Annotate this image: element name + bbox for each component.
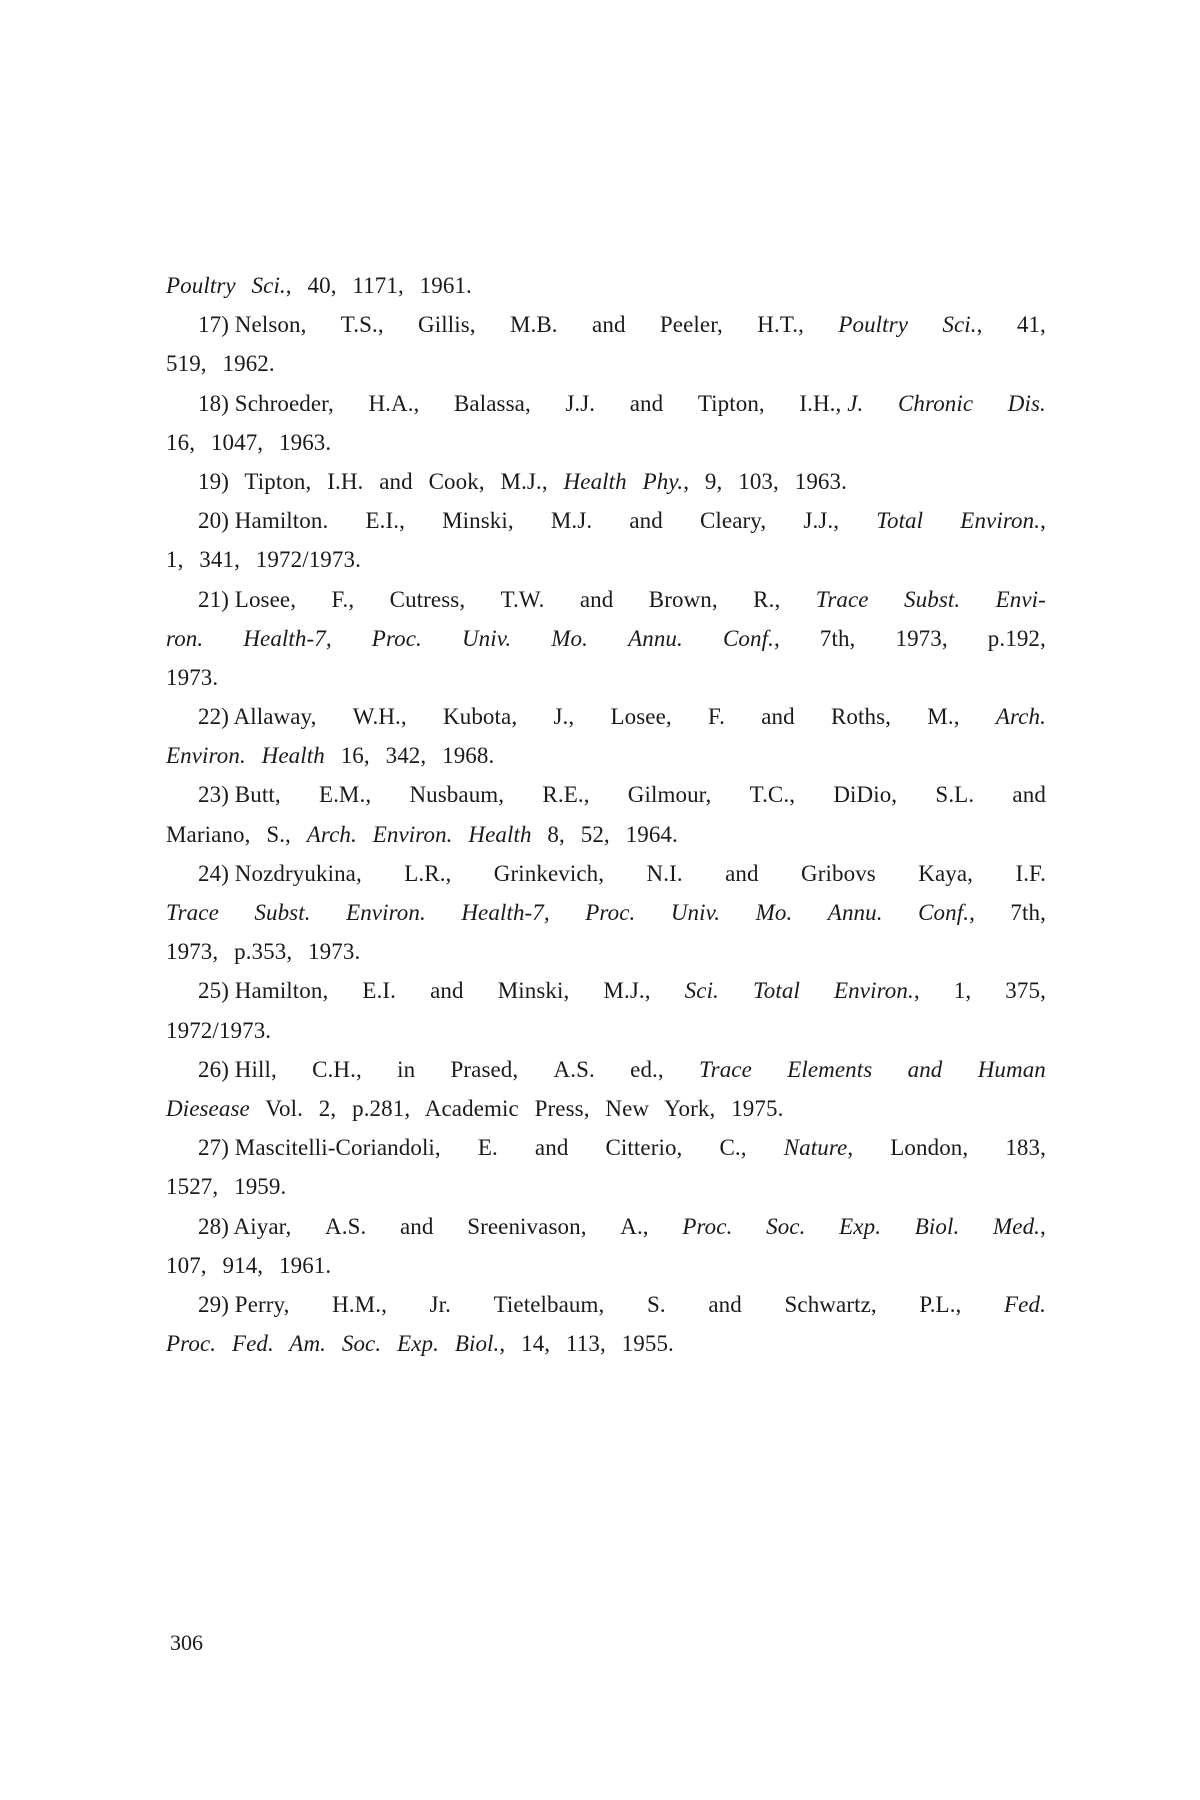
reference-line: 1972/1973. <box>166 1017 272 1043</box>
reference-line: Diesease Vol. 2, p.281, Academic Press, New York, 1975. <box>166 1095 784 1121</box>
page-number: 306 <box>170 1630 203 1655</box>
reference-line: Mariano, S., Arch. Environ. Health 8, 52, 1964. <box>166 821 678 847</box>
reference-line: Poultry Sci., 40, 1171, 1961. <box>166 273 472 298</box>
reference-line: 16, 1047, 1963. <box>166 429 332 455</box>
reference-line: 1527, 1959. <box>166 1174 287 1200</box>
reference-29: 29) Perry, H.M., Jr. Tietelbaum, S. and Schwartz, P.L., Fed. <box>198 1291 1046 1317</box>
reference-line: 1, 341, 1972/1973. <box>166 547 361 573</box>
reference-line: Proc. Fed. Am. Soc. Exp. Biol., 14, 113, 1955. <box>166 1331 674 1357</box>
reference-line: ron. Health-7, Proc. Univ. Mo. Annu. Conf., 7th, 1973, p.192, <box>166 625 1046 651</box>
reference-19: 19) Tipton, I.H. and Cook, M.J., Health Phy., 9, 103, 1963. <box>198 468 847 494</box>
reference-27: 27) Mascitelli-Coriandoli, E. and Citterio, C., Nature, London, 183, <box>198 1135 1046 1161</box>
reference-26: 26) Hill, C.H., in Prased, A.S. ed., Trace Elements and Human <box>198 1056 1046 1082</box>
reference-line: Trace Subst. Environ. Health-7, Proc. Univ. Mo. Annu. Conf., 7th, <box>166 900 1046 925</box>
reference-18: 18) Schroeder, H.A., Balassa, J.J. and Tipton, I.H., J. Chronic Dis. <box>198 390 1046 416</box>
reference-20: 20) Hamilton. E.I., Minski, M.J. and Cleary, J.J., Total Environ., <box>198 508 1046 534</box>
reference-24: 24) Nozdryukina, L.R., Grinkevich, N.I. and Gribovs Kaya, I.F. <box>198 860 1046 886</box>
reference-25: 25) Hamilton, E.I. and Minski, M.J., Sci. Total Environ., 1, 375, <box>198 978 1046 1004</box>
reference-28: 28) Aiyar, A.S. and Sreenivason, A., Proc. Soc. Exp. Biol. Med., <box>198 1213 1046 1239</box>
reference-22: 22) Allaway, W.H., Kubota, J., Losee, F. and Roths, M., Arch. <box>198 704 1046 730</box>
reference-list <box>166 266 1046 1363</box>
reference-line: 107, 914, 1961. <box>166 1252 332 1278</box>
reference-line: 519, 1962. <box>166 351 275 377</box>
reference-21: 21) Losee, F., Cutress, T.W. and Brown, R., Trace Subst. Envi- <box>198 586 1046 612</box>
reference-line: 1973, p.353, 1973. <box>166 939 361 965</box>
reference-17: 17) Nelson, T.S., Gillis, M.B. and Peeler, H.T., Poultry Sci., 41, <box>198 312 1046 338</box>
reference-line: Environ. Health 16, 342, 1968. <box>166 743 495 769</box>
reference-23: 23) Butt, E.M., Nusbaum, R.E., Gilmour, T.C., DiDio, S.L. and <box>198 782 1046 808</box>
reference-line: 1973. <box>166 664 219 690</box>
